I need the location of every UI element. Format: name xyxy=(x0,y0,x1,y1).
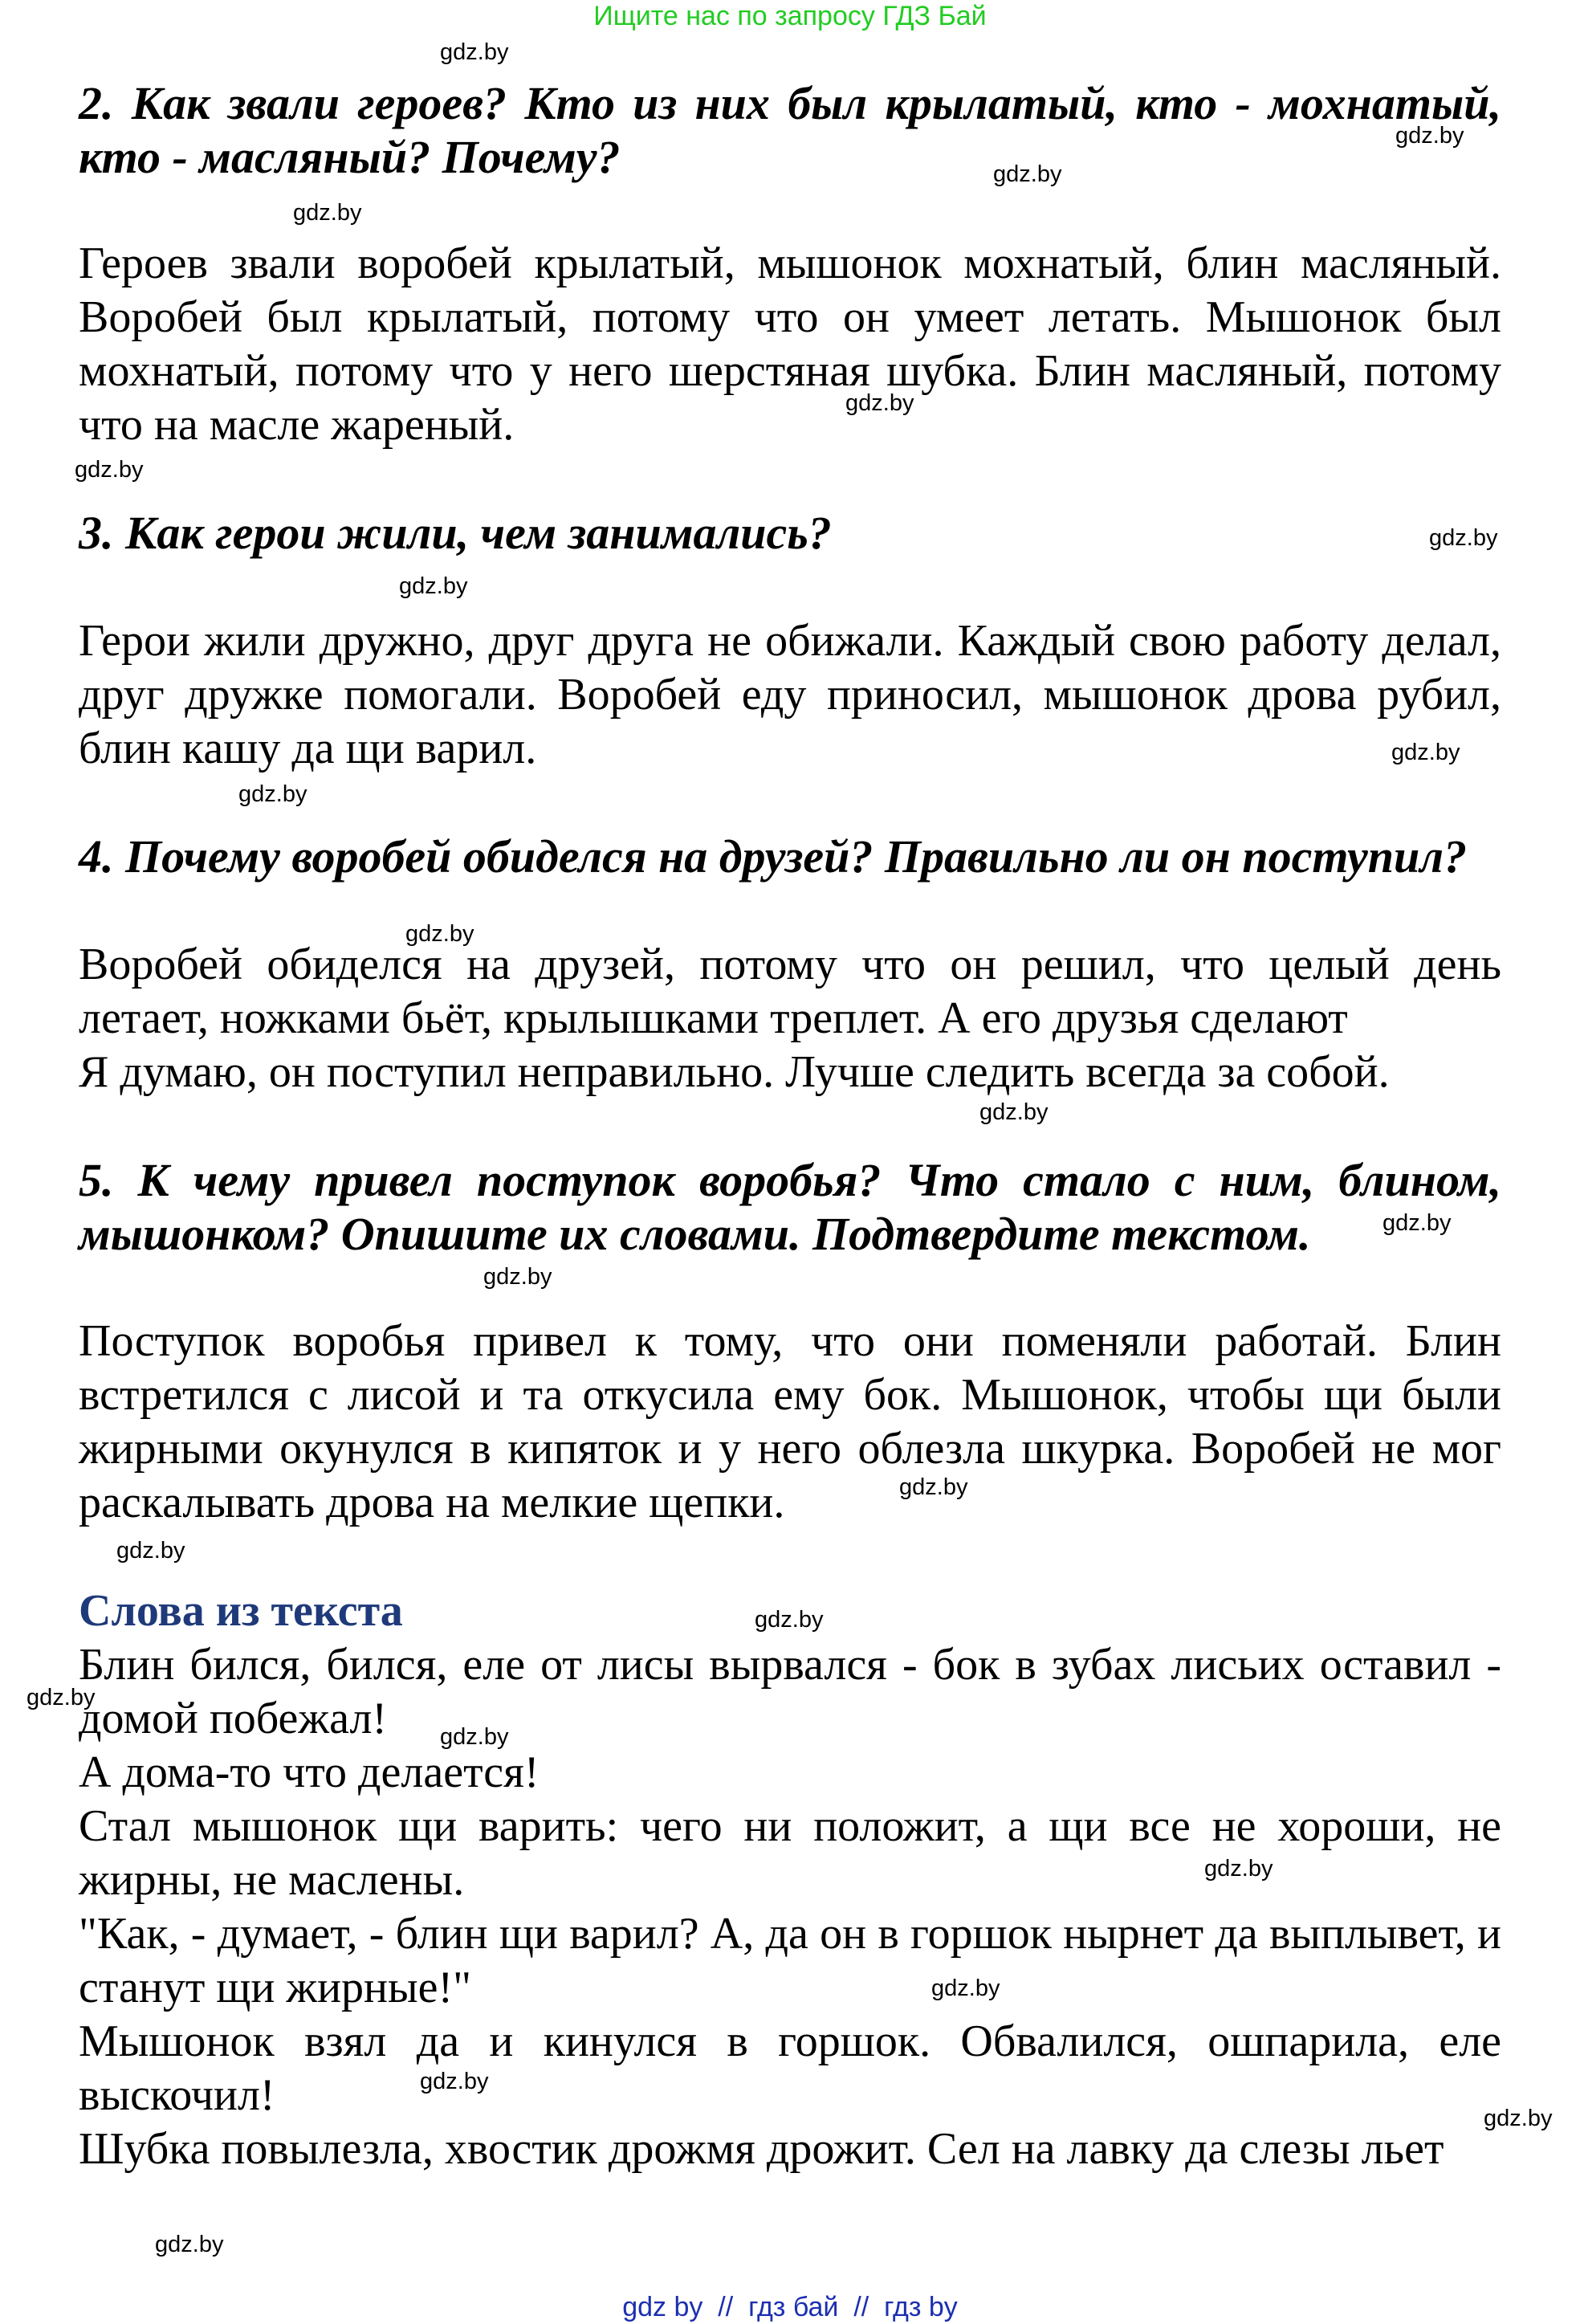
watermark: gdz.by xyxy=(993,161,1062,187)
question-4: 4. Почему воробей обиделся на друзей? Правильно ли он поступил? xyxy=(79,830,1468,883)
watermark: gdz.by xyxy=(979,1099,1049,1125)
quote-2: А дома-то что делается! xyxy=(79,1747,540,1797)
footer-links[interactable]: gdz by // гдз бай // гдз by xyxy=(622,2292,958,2322)
question-3: 3. Как герои жили, чем занимались? xyxy=(79,507,832,559)
watermark: gdz.by xyxy=(1395,123,1464,149)
watermark: gdz.by xyxy=(845,390,914,416)
quote-3: Стал мышонок щи варить: чего ни положит, а щи все не хороши, не жирны, не маслены. xyxy=(79,1801,1501,1905)
question-2-line-1: 2. Как звали героев? Кто из них был крылатый, кто - мохнатый, xyxy=(79,77,1501,129)
answer-5: Поступок воробья привел к тому, что они поменяли работай. Блин встретился с лисой и та откусила ему бок. Мышонок, чтобы щи были жирными окунулся в кипяток и у него облезла шкурка. Воробей не мог раскалывать дрова на мелкие щепки. xyxy=(79,1316,1501,1527)
watermark: gdz.by xyxy=(75,457,144,483)
quote-5: Мышонок взял да и кинулся в горшок. Обвалился, ошпарила, еле выскочил! xyxy=(79,2016,1501,2120)
watermark: gdz.by xyxy=(899,1474,968,1500)
answer-4-line-2: летает, ножками бьёт, крылышками треплет. А его друзья сделают xyxy=(79,993,1348,1043)
watermark: gdz.by xyxy=(405,921,474,947)
watermark: gdz.by xyxy=(293,200,362,226)
watermark: gdz.by xyxy=(399,573,468,599)
watermark: gdz.by xyxy=(1484,2106,1553,2131)
answer-4 xyxy=(79,938,1501,1099)
answer-3: Герои жили дружно, друг друга не обижали. Каждый свою работу делал, друг дружке помогали. Воробей еду приносил, мышонок дрова рубил, блин кашу да щи варил. xyxy=(79,616,1501,773)
watermark: gdz.by xyxy=(1382,1210,1452,1236)
watermark: gdz.by xyxy=(440,1724,509,1750)
quote-6: Шубка повылезла, хвостик дрожмя дрожит. Сел на лавку да слезы льет xyxy=(79,2124,1444,2174)
watermark: gdz.by xyxy=(483,1264,552,1290)
answer-4-line-3: Я думаю, он поступил неправильно. Лучше следить всегда за собой. xyxy=(79,1047,1390,1097)
watermark: gdz.by xyxy=(755,1607,824,1633)
question-2 xyxy=(79,76,1501,184)
watermark: gdz.by xyxy=(238,781,307,807)
section-title-words: Слова из текста xyxy=(79,1586,403,1636)
watermark: gdz.by xyxy=(155,2232,224,2257)
watermark: gdz.by xyxy=(420,2069,489,2094)
watermark: gdz.by xyxy=(1204,1856,1273,1882)
question-2-line-2: кто - масляный? Почему? xyxy=(79,131,621,183)
question-5: 5. К чему привел поступок воробья? Что стало с ним, блином, мышонком? Опишите их словами. Подтвердите текстом. xyxy=(79,1154,1501,1260)
watermark: gdz.by xyxy=(1391,740,1460,765)
top-banner[interactable]: Ищите нас по запросу ГДЗ Бай xyxy=(593,1,987,31)
watermark: gdz.by xyxy=(116,1538,185,1564)
watermark: gdz.by xyxy=(1429,525,1498,551)
quote-4: "Как, - думает, - блин щи варил? А, да он в горшок нырнет да выплывет, и станут щи жирные!" xyxy=(79,1909,1501,2012)
quote-1: Блин бился, бился, еле от лисы вырвался - бок в зубах лисьих оставил - домой побежал! xyxy=(79,1640,1501,1743)
watermark: gdz.by xyxy=(26,1685,96,1710)
watermark: gdz.by xyxy=(931,1975,1000,2001)
text-quotes xyxy=(79,1638,1501,2176)
watermark: gdz.by xyxy=(440,39,509,65)
answer-4-line-1: Воробей обиделся на друзей, потому что он решил, что целый день xyxy=(79,940,1501,989)
answer-2: Героев звали воробей крылатый, мышонок мохнатый, блин масляный. Воробей был крылатый, потому что он умеет летать. Мышонок был мохнатый, потому что у него шерстяная шубка. Блин масляный, потому что на масле жареный. xyxy=(79,239,1501,450)
